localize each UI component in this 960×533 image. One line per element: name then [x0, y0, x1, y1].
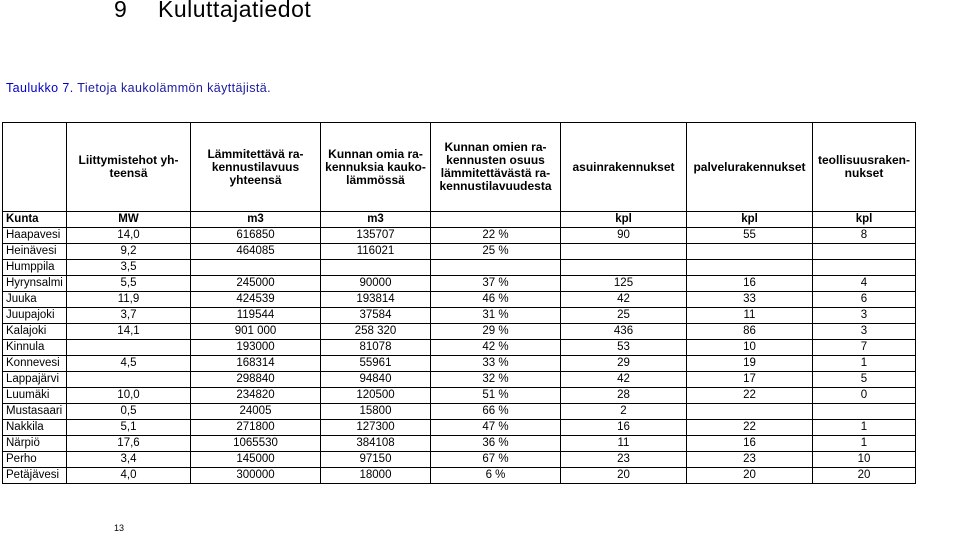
unit-cell: kpl: [561, 212, 687, 228]
table-cell: 193814: [321, 292, 431, 308]
table-cell: 20: [813, 468, 916, 484]
table-cell: 22: [687, 388, 813, 404]
table-cell: [813, 260, 916, 276]
table-cell: [561, 244, 687, 260]
table-cell: 7: [813, 340, 916, 356]
table-cell: 5,1: [67, 420, 191, 436]
table-cell: 42: [561, 292, 687, 308]
header-row: [3, 123, 916, 212]
table-cell: 42 %: [431, 340, 561, 356]
table-cell: 271800: [191, 420, 321, 436]
table-cell: [687, 244, 813, 260]
table-cell: 22 %: [431, 228, 561, 244]
table-cell: 0,5: [67, 404, 191, 420]
table-cell: 300000: [191, 468, 321, 484]
unit-cell: m3: [321, 212, 431, 228]
table-cell: 464085: [191, 244, 321, 260]
column-header: Lämmitettävä ra-kennustilavuus yhteensä: [191, 123, 321, 212]
table-row: [3, 452, 916, 468]
table-cell: 2: [561, 404, 687, 420]
table-cell: 23: [687, 452, 813, 468]
table-cell: [191, 260, 321, 276]
table-cell: 258 320: [321, 324, 431, 340]
page-number: 13: [114, 523, 125, 533]
table-row: [3, 404, 916, 420]
table-cell: 10: [687, 340, 813, 356]
table-cell: 3: [813, 324, 916, 340]
table-cell: 32 %: [431, 372, 561, 388]
section-title: Kuluttajatiedot: [158, 0, 312, 22]
column-header: teollisuusraken-nukset: [813, 123, 916, 212]
municipality-name: Nakkila: [3, 420, 67, 436]
table-row: [3, 436, 916, 452]
table-cell: 125: [561, 276, 687, 292]
table-cell: 234820: [191, 388, 321, 404]
table-cell: 37 %: [431, 276, 561, 292]
table-cell: 11: [687, 308, 813, 324]
table-cell: 55961: [321, 356, 431, 372]
table-cell: 33: [687, 292, 813, 308]
table-cell: 119544: [191, 308, 321, 324]
table-cell: 51 %: [431, 388, 561, 404]
table-cell: 17,6: [67, 436, 191, 452]
table-cell: 46 %: [431, 292, 561, 308]
table-body: [3, 212, 916, 484]
municipality-name: Haapavesi: [3, 228, 67, 244]
table-cell: [687, 404, 813, 420]
table-cell: 298840: [191, 372, 321, 388]
table-cell: 168314: [191, 356, 321, 372]
table-row: [3, 228, 916, 244]
table-cell: 42: [561, 372, 687, 388]
table-cell: 53: [561, 340, 687, 356]
table-cell: [813, 404, 916, 420]
table-cell: 145000: [191, 452, 321, 468]
table-row: [3, 260, 916, 276]
table-cell: 901 000: [191, 324, 321, 340]
municipality-name: Konnevesi: [3, 356, 67, 372]
table-cell: 11,9: [67, 292, 191, 308]
table-cell: 37584: [321, 308, 431, 324]
table-cell: 28: [561, 388, 687, 404]
table-cell: 47 %: [431, 420, 561, 436]
table-cell: 14,0: [67, 228, 191, 244]
table-cell: [67, 340, 191, 356]
table-cell: 20: [687, 468, 813, 484]
table-cell: 86: [687, 324, 813, 340]
table-caption: [6, 81, 271, 95]
table-cell: 4,0: [67, 468, 191, 484]
municipality-name: Humppila: [3, 260, 67, 276]
table-cell: 8: [813, 228, 916, 244]
table-cell: 1: [813, 436, 916, 452]
table-row: [3, 356, 916, 372]
table-cell: 18000: [321, 468, 431, 484]
table-cell: 94840: [321, 372, 431, 388]
municipality-name: Kinnula: [3, 340, 67, 356]
column-header: [3, 123, 67, 212]
table-cell: 66 %: [431, 404, 561, 420]
table-cell: 25: [561, 308, 687, 324]
table-cell: 436: [561, 324, 687, 340]
column-header: asuinrakennukset: [561, 123, 687, 212]
municipality-name: Mustasaari: [3, 404, 67, 420]
table-cell: 24005: [191, 404, 321, 420]
table-cell: 81078: [321, 340, 431, 356]
unit-cell: [431, 212, 561, 228]
table-cell: 14,1: [67, 324, 191, 340]
consumer-data-table: [2, 122, 916, 484]
table-row: [3, 276, 916, 292]
unit-cell: kpl: [813, 212, 916, 228]
table-cell: 10,0: [67, 388, 191, 404]
table-cell: 193000: [191, 340, 321, 356]
table-cell: 4: [813, 276, 916, 292]
table-cell: [687, 260, 813, 276]
municipality-name: Petäjävesi: [3, 468, 67, 484]
table-cell: 23: [561, 452, 687, 468]
table-cell: 29: [561, 356, 687, 372]
table-cell: 116021: [321, 244, 431, 260]
table-cell: 11: [561, 436, 687, 452]
table-cell: 5,5: [67, 276, 191, 292]
table-cell: 424539: [191, 292, 321, 308]
municipality-name: Hyrynsalmi: [3, 276, 67, 292]
table-cell: 384108: [321, 436, 431, 452]
table-cell: [561, 260, 687, 276]
unit-cell: kpl: [687, 212, 813, 228]
table-cell: 3,7: [67, 308, 191, 324]
table-row: [3, 388, 916, 404]
table-row: [3, 372, 916, 388]
table-cell: 19: [687, 356, 813, 372]
table-cell: 3,5: [67, 260, 191, 276]
column-header: Liittymistehot yh-teensä: [67, 123, 191, 212]
table-row: [3, 468, 916, 484]
section-heading: [114, 0, 311, 23]
table-cell: 135707: [321, 228, 431, 244]
table-caption-text: Tietoja kaukolämmön käyttäjistä.: [77, 81, 271, 95]
column-header: palvelurakennukset: [687, 123, 813, 212]
table-cell: [321, 260, 431, 276]
table-cell: 90000: [321, 276, 431, 292]
table-cell: [67, 372, 191, 388]
municipality-name: Kalajoki: [3, 324, 67, 340]
section-number: 9: [114, 0, 128, 22]
table-cell: 4,5: [67, 356, 191, 372]
table-cell: 15800: [321, 404, 431, 420]
municipality-column-label: Kunta: [3, 212, 67, 228]
table-row: [3, 420, 916, 436]
table-header: [3, 123, 916, 212]
table-cell: 616850: [191, 228, 321, 244]
municipality-name: Juuka: [3, 292, 67, 308]
table-cell: 6 %: [431, 468, 561, 484]
municipality-name: Närpiö: [3, 436, 67, 452]
table-cell: 245000: [191, 276, 321, 292]
table-row: [3, 340, 916, 356]
table-cell: 1065530: [191, 436, 321, 452]
table-cell: 9,2: [67, 244, 191, 260]
table-row: [3, 308, 916, 324]
table-cell: 16: [687, 436, 813, 452]
table-cell: 127300: [321, 420, 431, 436]
table-cell: 31 %: [431, 308, 561, 324]
table-row: [3, 324, 916, 340]
table-cell: 1: [813, 356, 916, 372]
table-cell: 16: [561, 420, 687, 436]
table-cell: 55: [687, 228, 813, 244]
table-cell: 17: [687, 372, 813, 388]
table-cell: 16: [687, 276, 813, 292]
table-cell: 67 %: [431, 452, 561, 468]
municipality-name: Perho: [3, 452, 67, 468]
unit-cell: m3: [191, 212, 321, 228]
table-cell: 36 %: [431, 436, 561, 452]
table-cell: 3: [813, 308, 916, 324]
municipality-name: Heinävesi: [3, 244, 67, 260]
table-cell: 22: [687, 420, 813, 436]
municipality-name: Lappajärvi: [3, 372, 67, 388]
unit-cell: MW: [67, 212, 191, 228]
column-header: Kunnan omien ra-kennusten osuus lämmitettävästä ra-kennustilavuudesta: [431, 123, 561, 212]
table-cell: 3,4: [67, 452, 191, 468]
table-cell: 33 %: [431, 356, 561, 372]
column-header: Kunnan omia ra-kennuksia kauko-lämmössä: [321, 123, 431, 212]
units-row: [3, 212, 916, 228]
table-cell: 20: [561, 468, 687, 484]
table-row: [3, 292, 916, 308]
table-cell: 120500: [321, 388, 431, 404]
table-cell: 0: [813, 388, 916, 404]
table-cell: 1: [813, 420, 916, 436]
table-cell: [431, 260, 561, 276]
municipality-name: Juupajoki: [3, 308, 67, 324]
table-cell: 25 %: [431, 244, 561, 260]
table-caption-label: Taulukko 7.: [6, 81, 74, 95]
table-cell: 90: [561, 228, 687, 244]
municipality-name: Luumäki: [3, 388, 67, 404]
table-cell: 97150: [321, 452, 431, 468]
table-cell: 5: [813, 372, 916, 388]
table-cell: 10: [813, 452, 916, 468]
table-cell: 6: [813, 292, 916, 308]
table-cell: 29 %: [431, 324, 561, 340]
table-row: [3, 244, 916, 260]
table-cell: [813, 244, 916, 260]
